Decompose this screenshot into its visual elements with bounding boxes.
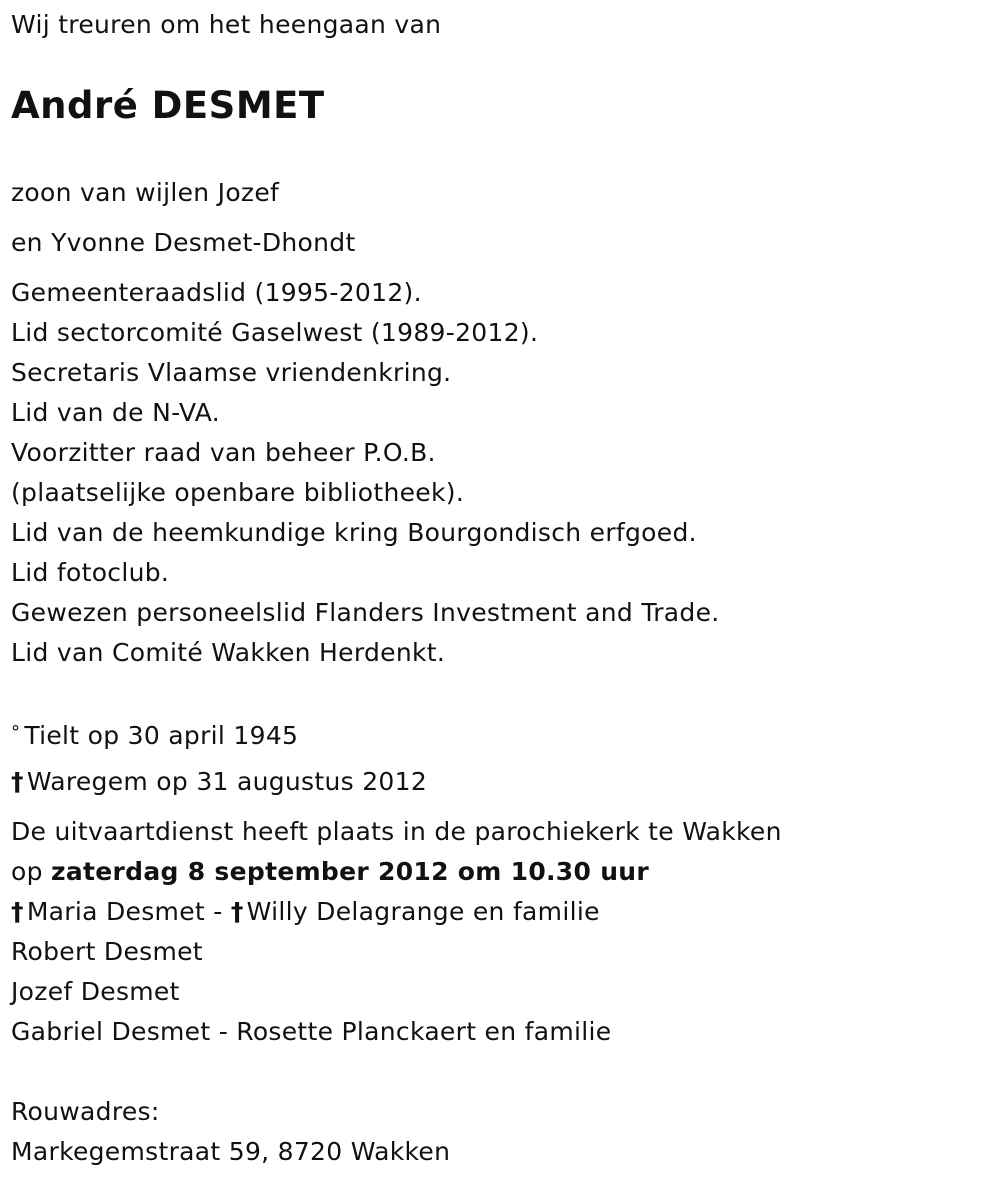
intro-text: Wij treuren om het heengaan van xyxy=(11,10,442,39)
death-line xyxy=(11,767,427,797)
role-item: Lid van de N-VA. xyxy=(11,398,220,427)
role-item: Lid van de heemkundige kring Bourgondisch erfgoed. xyxy=(11,518,697,547)
cross-icon: † xyxy=(11,897,24,926)
role-item: (plaatselijke openbare bibliotheek). xyxy=(11,478,465,507)
cross-icon: † xyxy=(230,897,244,926)
address-value: Markegemstraat 59, 8720 Wakken xyxy=(11,1137,451,1166)
parents-line-1: zoon van wijlen Jozef xyxy=(11,178,280,207)
cross-icon: † xyxy=(11,767,24,796)
address-label: Rouwadres: xyxy=(11,1097,160,1126)
role-item: Secretaris Vlaamse vriendenkring. xyxy=(11,358,452,387)
family-item: Robert Desmet xyxy=(11,937,203,966)
family-name: Maria Desmet - xyxy=(26,897,231,926)
death-text: Waregem op 31 augustus 2012 xyxy=(26,767,428,796)
family-item: Jozef Desmet xyxy=(11,977,180,1006)
role-item: Lid fotoclub. xyxy=(11,558,170,587)
parents-line-2: en Yvonne Desmet-Dhondt xyxy=(11,228,356,257)
service-line-2 xyxy=(11,857,649,887)
role-item: Voorzitter raad van beheer P.O.B. xyxy=(11,438,436,467)
role-item: Gewezen personeelslid Flanders Investment and Trade. xyxy=(11,598,720,627)
role-item: Gemeenteraadslid (1995-2012). xyxy=(11,278,422,307)
deceased-name: André DESMET xyxy=(11,84,325,127)
role-item: Lid van Comité Wakken Herdenkt. xyxy=(11,638,446,667)
family-item xyxy=(11,897,600,927)
service-prefix: op xyxy=(11,857,52,886)
birth-text: Tielt op 30 april 1945 xyxy=(24,721,299,750)
family-name: Willy Delagrange en familie xyxy=(246,897,600,926)
role-item: Lid sectorcomité Gaselwest (1989-2012). xyxy=(11,318,539,347)
service-date: zaterdag 8 september 2012 om 10.30 uur xyxy=(51,857,650,886)
family-item: Gabriel Desmet - Rosette Planckaert en familie xyxy=(11,1017,612,1046)
birth-line xyxy=(11,718,298,751)
birth-symbol: ° xyxy=(11,722,21,743)
service-line-1: De uitvaartdienst heeft plaats in de parochiekerk te Wakken xyxy=(11,817,782,846)
